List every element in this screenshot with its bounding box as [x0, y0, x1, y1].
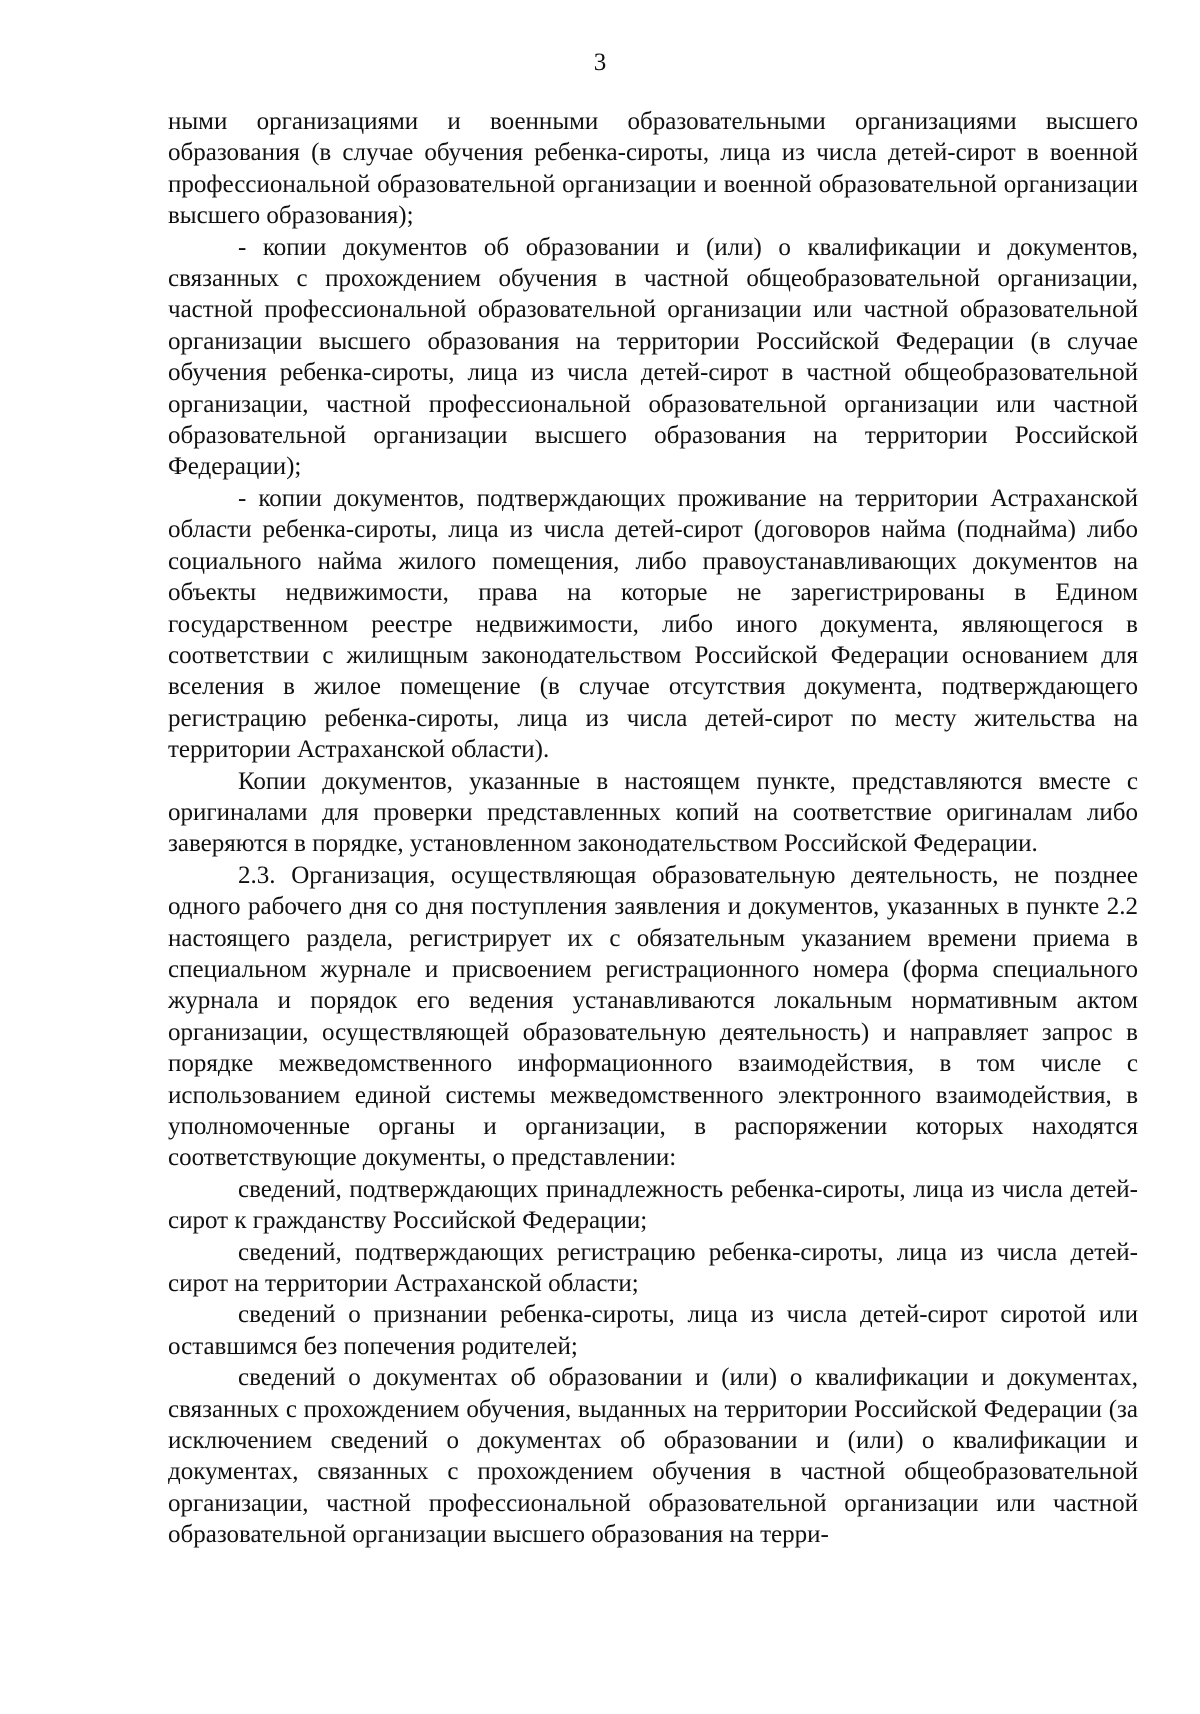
paragraph-section-2-3: 2.3. Организация, осуществляющая образовательную деятельность, не позднее одного рабочего дня со дня поступления заявления и документов, указанных в пункте 2.2 настоящего раздела, регистрирует их с обязательным указанием времени приема в специальном журнале и присвоением регистрационного номера (форма специального журнала и порядок его ведения устанавливаются локальным нормативным актом организации, осуществляющей образовательную деятельность) и направляет запрос в порядке межведомственного информационного взаимодействия, в том числе с использованием единой системы межведомственного электронного взаимодействия, в уполномоченные органы и организации, в распоряжении которых находятся соответствующие документы, о представлении:: [168, 861, 1138, 1172]
paragraph-copies-certification: Копии документов, указанные в настоящем пункте, представляются вместе с оригиналами для проверки представленных копий на соответствие оригиналам либо заверяются в порядке, установленном законодательством Российской Федерации.: [168, 767, 1138, 858]
paragraph-orphan-status-info: сведений о признании ребенка-сироты, лица из числа детей-сирот сиротой или оставшимся без попечения родителей;: [168, 1301, 1138, 1360]
paragraph-citizenship-info: сведений, подтверждающих принадлежность ребенка-сироты, лица из числа детей-сирот к гражданству Российской Федерации;: [168, 1175, 1138, 1235]
paragraph-education-documents-info: сведений о документах об образовании и (или) о квалификации и документах, связанных с прохождением обучения, выданных на территории Российской Федерации (за исключением сведений о документах об образовании и (или) о квалификации и документах, связанных с прохождением обучения в частной общеобразовательной организации, частной профессиональной образовательной организации или частной образовательной организации высшего образования на терри-: [168, 1364, 1138, 1549]
paragraph-military-education: ными организациями и военными образовательными организациями высшего образования (в случае обучения ребенка-сироты, лица из числа детей-сирот в военной профессиональной образовательной организации и военной образовательной организации высшего образования);: [168, 108, 1138, 230]
paragraph-registration-info: сведений, подтверждающих регистрацию ребенка-сироты, лица из числа детей-сирот на территории Астраханской области;: [168, 1238, 1138, 1298]
paragraph-residence-docs: - копии документов, подтверждающих проживание на территории Астраханской области ребенка-сироты, лица из числа детей-сирот (договоров найма (поднайма) либо социального найма жилого помещения, либо правоустанавливающих документов на объекты недвижимости, права на которые не зарегистрированы в Едином государственном реестре недвижимости, либо иного документа, являющегося в соответствии с жилищным законодательством Российской Федерации основанием для вселения в жилое помещение (в случае отсутствия документа, подтверждающего регистрацию ребенка-сироты, лица из числа детей-сирот по месту жительства на территории Астраханской области).: [168, 484, 1138, 764]
page-number: 3: [593, 49, 607, 76]
paragraph-private-education-docs: - копии документов об образовании и (или) о квалификации и документов, связанных с прохождением обучения в частной общеобразовательной организации, частной профессиональной образовательной организации или частной образовательной организации высшего образования на территории Российской Федерации (в случае обучения ребенка-сироты, лица из числа детей-сирот в частной общеобразовательной организации, частной профессиональной образовательной организации или частной образовательной организации высшего образования на территории Российской Федерации);: [168, 233, 1138, 481]
document-body: [168, 106, 1138, 1551]
